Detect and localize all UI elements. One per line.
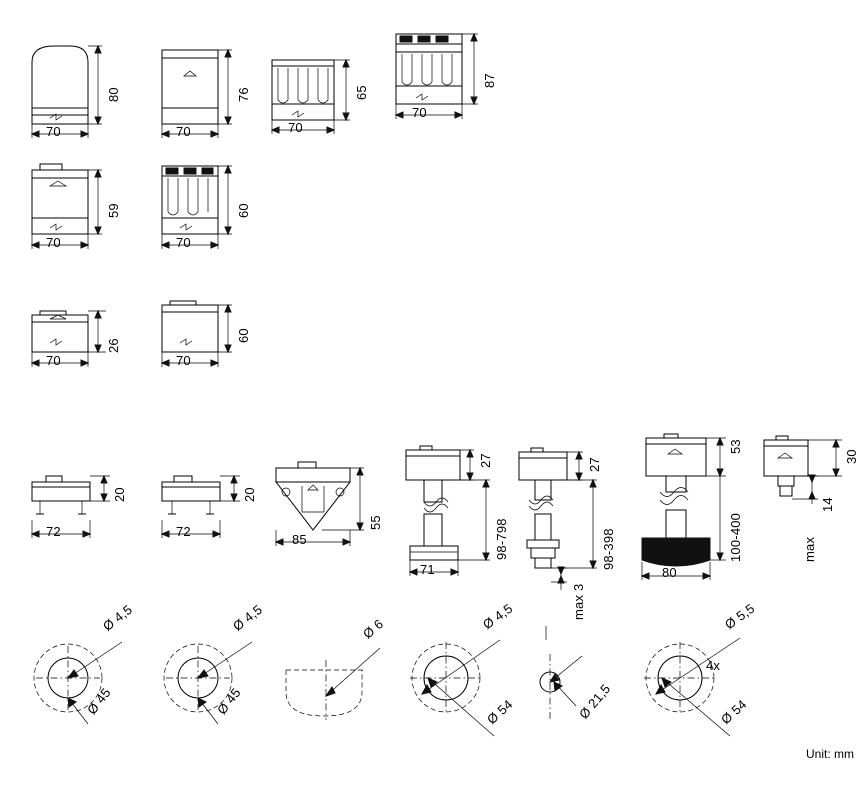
dim-width-70-f: 70	[176, 235, 191, 250]
dim-height-59: 59	[106, 203, 121, 218]
dim-width-70-e: 70	[46, 235, 61, 250]
dim-height-20-b: 20	[242, 487, 257, 502]
hole-6-label-dia-5-5: Ø 5,5	[722, 600, 758, 633]
dim-53: 53	[728, 439, 743, 454]
figure-item-9	[10, 430, 140, 560]
figure-hole-1	[10, 601, 150, 740]
dim-width-70-d: 70	[412, 105, 427, 120]
hole-3-label-dia-6: Ø 6	[360, 616, 387, 642]
figure-item-7	[10, 285, 130, 395]
figure-hole-6	[622, 600, 782, 750]
dim-width-71: 71	[420, 562, 435, 577]
dim-height-26: 26	[106, 338, 121, 353]
hole-2-label-dia-45: Ø 45	[214, 685, 244, 718]
dim-height-60-a: 60	[236, 203, 251, 218]
dim-width-70-a: 70	[46, 124, 61, 139]
hole-4-label-dia-54: Ø 54	[484, 696, 516, 728]
figure-item-13	[505, 430, 616, 620]
figure-hole-2	[140, 601, 280, 740]
dim-height-20-a: 20	[112, 487, 127, 502]
hole-6-label-4x: 4x	[706, 658, 721, 673]
figure-item-15	[752, 420, 866, 600]
hole-1-label-dia-45: Ø 45	[84, 685, 114, 718]
dim-width-70-h: 70	[176, 353, 191, 368]
figure-item-11	[262, 430, 392, 560]
dim-max-3: max 3	[571, 583, 586, 620]
figure-item-4	[382, 20, 512, 130]
dim-30: 30	[844, 449, 859, 464]
dim-14: 14	[820, 497, 835, 512]
figure-item-3	[262, 20, 382, 135]
figure-item-12	[390, 430, 509, 590]
figure-hole-5	[510, 620, 640, 750]
dim-98-398: 98-398	[601, 528, 616, 570]
dim-width-80: 80	[662, 565, 677, 580]
dim-height-60-b: 60	[236, 328, 251, 343]
hole-6-label-dia-54: Ø 54	[718, 696, 750, 728]
dim-height-76: 76	[236, 87, 251, 102]
figure-hole-3	[268, 616, 408, 740]
hole-4-label-dia-4-5: Ø 4,5	[480, 600, 516, 633]
dim-100-400: 100-400	[728, 512, 743, 562]
dim-width-70-c: 70	[288, 120, 303, 135]
figure-item-8	[140, 285, 260, 395]
figure-item-14	[620, 410, 750, 590]
dim-height-80: 80	[106, 87, 121, 102]
dim-98-798: 98-798	[494, 518, 509, 560]
figure-item-10	[140, 430, 270, 560]
hole-2-label-dia-4-5: Ø 4,5	[230, 601, 266, 634]
figure-item-6	[140, 150, 260, 260]
dim-height-87: 87	[482, 73, 497, 88]
dim-width-85: 85	[292, 532, 307, 547]
dim-max: max	[802, 536, 817, 562]
dim-height-65: 65	[354, 85, 369, 100]
dim-width-72-b: 72	[176, 524, 191, 539]
dim-27-b: 27	[587, 457, 602, 472]
dim-height-55: 55	[368, 515, 383, 530]
unit-note: Unit: mm	[806, 747, 854, 761]
dim-width-70-g: 70	[46, 353, 61, 368]
figure-item-1	[10, 20, 130, 139]
dim-27-a: 27	[478, 453, 493, 468]
dim-width-72-a: 72	[46, 524, 61, 539]
dim-width-70-b: 70	[176, 124, 191, 139]
figure-item-5	[10, 150, 130, 260]
figure-item-2	[140, 20, 260, 139]
hole-5-label-dia-21-5: Ø 21,5	[576, 681, 614, 722]
hole-1-label-dia-4-5: Ø 4,5	[100, 601, 136, 634]
